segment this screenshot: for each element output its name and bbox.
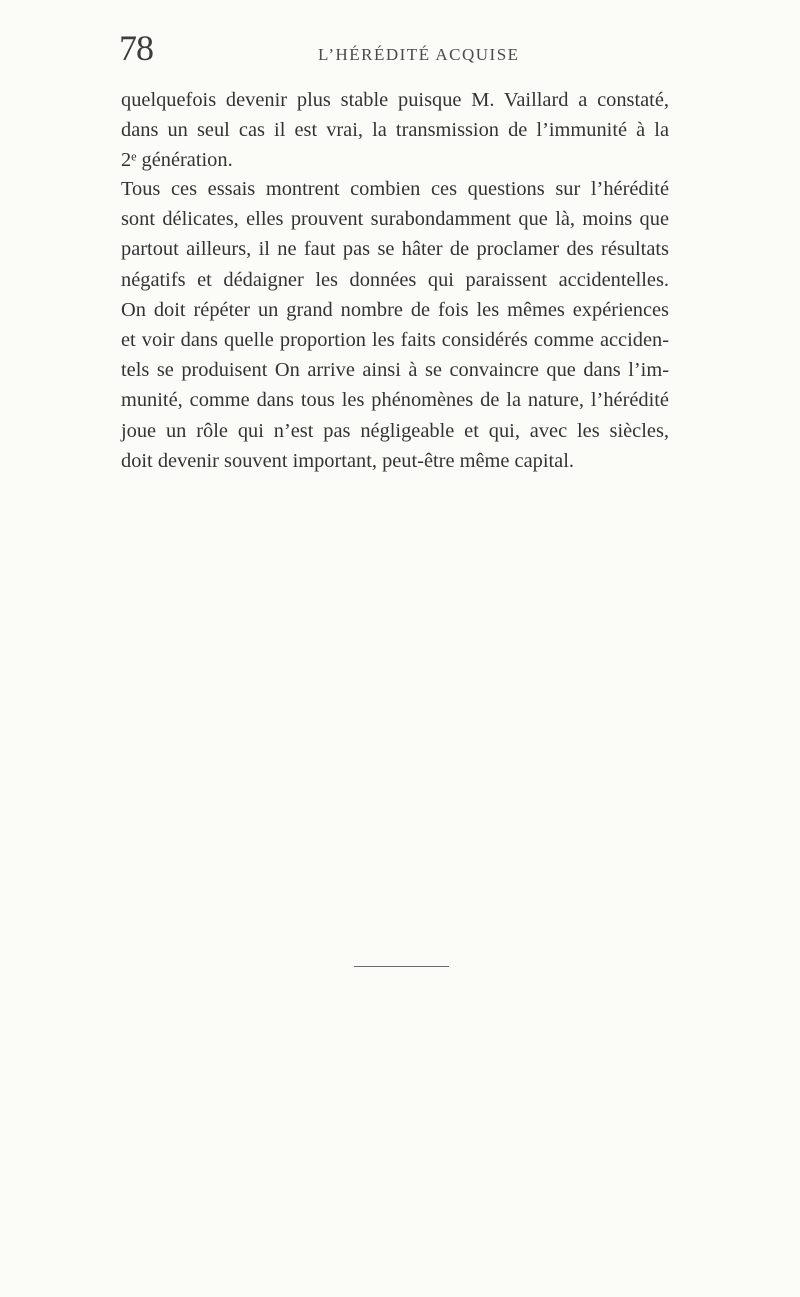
running-title: L’HÉRÉDITÉ ACQUISE (318, 45, 520, 64)
chapter-end-rule (354, 966, 449, 967)
text-line: dans un seul cas il est vrai, la transmission de l’immunité à la (121, 119, 669, 142)
text-line: partout ailleurs, il ne faut pas se hâter de proclamer des résultats (121, 238, 669, 261)
text-line: tels se produisent On arrive ainsi à se convaincre que dans l’im- (121, 359, 669, 382)
text-line: 2ᵉ génération. (121, 149, 233, 172)
text-line: doit devenir souvent important, peut-être même capital. (121, 449, 574, 472)
text-line: quelquefois devenir plus stable puisque M. Vaillard a constaté, (121, 89, 669, 111)
paragraph-1 (121, 85, 669, 176)
text-line: négatifs et dédaigner les données qui paraissent accidentelles. (121, 268, 669, 291)
text-line: munité, comme dans tous les phénomènes de la nature, l’hérédité (121, 389, 669, 412)
text-line: Tous ces essais montrent combien ces questions sur l’hérédité (121, 178, 669, 200)
page-number: 78 (119, 28, 153, 68)
text-line: On doit répéter un grand nombre de fois les mêmes expériences (121, 298, 669, 321)
text-line: joue un rôle qui n’est pas négligeable et qui, avec les siècles, (121, 419, 669, 442)
text-line: et voir dans quelle proportion les faits considérés comme acciden- (121, 329, 669, 352)
paragraph-2 (121, 174, 669, 476)
text-line: sont délicates, elles prouvent surabondamment que là, moins que (121, 208, 669, 231)
